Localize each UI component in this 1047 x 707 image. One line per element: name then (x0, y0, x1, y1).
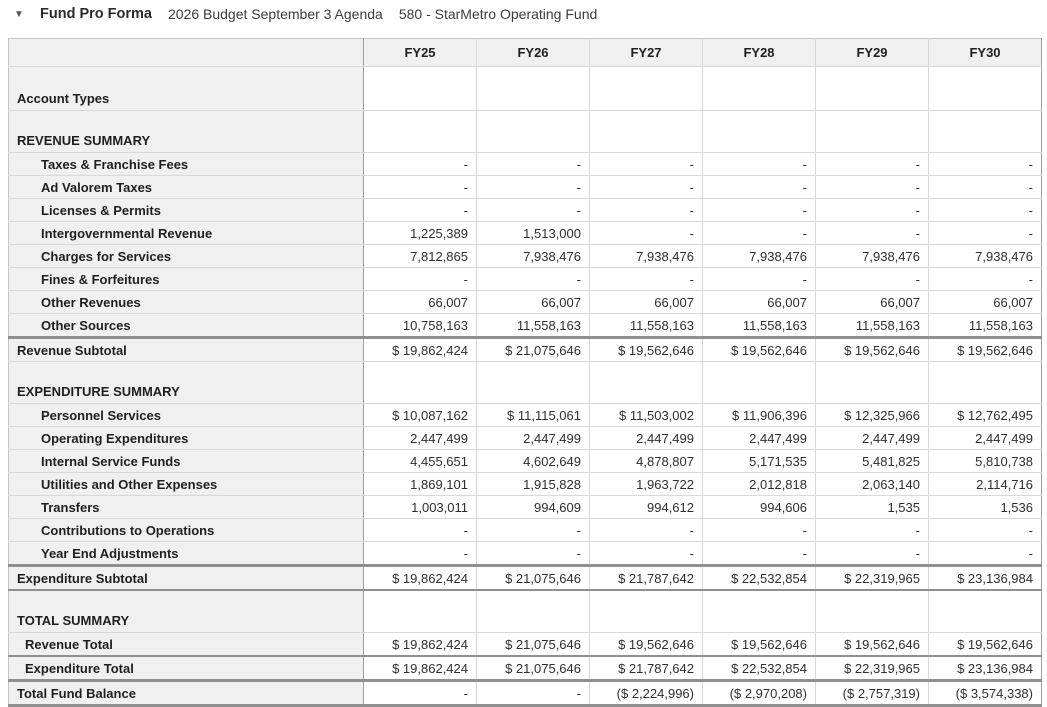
cell-fy28 (703, 362, 816, 404)
cell-fy26: - (477, 199, 590, 222)
cell-fy30: - (929, 222, 1042, 245)
cell-fy30: $ 23,136,984 (929, 656, 1042, 681)
cell-fy29: - (816, 519, 929, 542)
table-row (9, 633, 1042, 657)
cell-fy28: $ 19,562,646 (703, 338, 816, 362)
table-row (9, 111, 1042, 153)
cell-fy25: 1,225,389 (364, 222, 477, 245)
cell-fy28: 7,938,476 (703, 245, 816, 268)
cell-fy30: 5,810,738 (929, 450, 1042, 473)
cell-fy26: - (477, 542, 590, 566)
cell-fy29: $ 19,562,646 (816, 633, 929, 657)
cell-fy30: $ 23,136,984 (929, 566, 1042, 591)
cell-fy28: 2,447,499 (703, 427, 816, 450)
table-row (9, 404, 1042, 427)
cell-fy26: 994,609 (477, 496, 590, 519)
cell-fy28: 2,012,818 (703, 473, 816, 496)
cell-fy28: - (703, 268, 816, 291)
cell-fy26: 66,007 (477, 291, 590, 314)
cell-fy29: - (816, 222, 929, 245)
cell-fy27: - (590, 199, 703, 222)
cell-fy26: - (477, 176, 590, 199)
row-label: Total Fund Balance (9, 681, 364, 706)
table-row (9, 199, 1042, 222)
cell-fy25: 2,447,499 (364, 427, 477, 450)
cell-fy27: - (590, 222, 703, 245)
cell-fy27: - (590, 268, 703, 291)
table-row (9, 291, 1042, 314)
row-label: Taxes & Franchise Fees (9, 153, 364, 176)
cell-fy27: 2,447,499 (590, 427, 703, 450)
cell-fy25: 7,812,865 (364, 245, 477, 268)
cell-fy30: $ 19,562,646 (929, 633, 1042, 657)
cell-fy30: - (929, 519, 1042, 542)
column-header-fy29: FY29 (816, 39, 929, 67)
cell-fy25: 10,758,163 (364, 314, 477, 338)
cell-fy29: - (816, 199, 929, 222)
cell-fy29: 2,063,140 (816, 473, 929, 496)
cell-fy28 (703, 67, 816, 111)
cell-fy27: - (590, 153, 703, 176)
table-row (9, 473, 1042, 496)
cell-fy28: - (703, 519, 816, 542)
pro-forma-header (8, 6, 603, 22)
table-row (9, 338, 1042, 362)
table-row (9, 566, 1042, 591)
cell-fy26 (477, 111, 590, 153)
cell-fy27: $ 19,562,646 (590, 633, 703, 657)
cell-fy26: 4,602,649 (477, 450, 590, 473)
cell-fy27 (590, 362, 703, 404)
cell-fy29: $ 19,562,646 (816, 338, 929, 362)
row-label: Internal Service Funds (9, 450, 364, 473)
cell-fy30: 66,007 (929, 291, 1042, 314)
cell-fy26: 2,447,499 (477, 427, 590, 450)
cell-fy27: - (590, 519, 703, 542)
cell-fy29 (816, 362, 929, 404)
cell-fy25: - (364, 268, 477, 291)
cell-fy27 (590, 590, 703, 633)
cell-fy28: - (703, 153, 816, 176)
corner-cell (9, 39, 364, 67)
cell-fy29: 66,007 (816, 291, 929, 314)
row-label: Intergovernmental Revenue (9, 222, 364, 245)
cell-fy27: - (590, 176, 703, 199)
cell-fy29: $ 22,319,965 (816, 566, 929, 591)
cell-fy27: 11,558,163 (590, 314, 703, 338)
cell-fy26: $ 21,075,646 (477, 656, 590, 681)
column-header-fy25: FY25 (364, 39, 477, 67)
row-label: REVENUE SUMMARY (9, 111, 364, 153)
cell-fy29 (816, 67, 929, 111)
row-label: EXPENDITURE SUMMARY (9, 362, 364, 404)
cell-fy30: $ 19,562,646 (929, 338, 1042, 362)
cell-fy25: - (364, 176, 477, 199)
row-label: TOTAL SUMMARY (9, 590, 364, 633)
cell-fy27: 1,963,722 (590, 473, 703, 496)
cell-fy26: 1,513,000 (477, 222, 590, 245)
table-row (9, 519, 1042, 542)
cell-fy29 (816, 111, 929, 153)
table-row (9, 362, 1042, 404)
row-label: Charges for Services (9, 245, 364, 268)
table-row (9, 222, 1042, 245)
cell-fy28: 5,171,535 (703, 450, 816, 473)
row-label: Ad Valorem Taxes (9, 176, 364, 199)
fund-name-label: 580 - StarMetro Operating Fund (398, 6, 598, 22)
cell-fy30 (929, 67, 1042, 111)
cell-fy27: $ 19,562,646 (590, 338, 703, 362)
table-row (9, 67, 1042, 111)
row-label: Licenses & Permits (9, 199, 364, 222)
cell-fy29: $ 22,319,965 (816, 656, 929, 681)
column-header-fy30: FY30 (929, 39, 1042, 67)
cell-fy27: $ 11,503,002 (590, 404, 703, 427)
cell-fy30: 1,536 (929, 496, 1042, 519)
row-label: Operating Expenditures (9, 427, 364, 450)
cell-fy25: - (364, 542, 477, 566)
cell-fy26: 11,558,163 (477, 314, 590, 338)
row-label: Other Sources (9, 314, 364, 338)
table-row (9, 268, 1042, 291)
cell-fy25: 1,003,011 (364, 496, 477, 519)
cell-fy27: 994,612 (590, 496, 703, 519)
cell-fy26: 1,915,828 (477, 473, 590, 496)
cell-fy30 (929, 590, 1042, 633)
collapse-caret-icon[interactable]: ▼ (14, 8, 24, 20)
table-row (9, 496, 1042, 519)
column-header-fy27: FY27 (590, 39, 703, 67)
cell-fy25 (364, 362, 477, 404)
cell-fy28 (703, 590, 816, 633)
cell-fy27: - (590, 542, 703, 566)
cell-fy25: $ 19,862,424 (364, 633, 477, 657)
table-row (9, 656, 1042, 681)
cell-fy25: 66,007 (364, 291, 477, 314)
cell-fy30: 7,938,476 (929, 245, 1042, 268)
cell-fy29: 2,447,499 (816, 427, 929, 450)
page-title: Fund Pro Forma (40, 6, 152, 22)
cell-fy27: $ 21,787,642 (590, 656, 703, 681)
cell-fy26: $ 21,075,646 (477, 633, 590, 657)
cell-fy27: 7,938,476 (590, 245, 703, 268)
row-label: Utilities and Other Expenses (9, 473, 364, 496)
table-row (9, 314, 1042, 338)
column-header-fy26: FY26 (477, 39, 590, 67)
cell-fy27: ($ 2,224,996) (590, 681, 703, 706)
cell-fy26: - (477, 268, 590, 291)
cell-fy25 (364, 590, 477, 633)
cell-fy25: 1,869,101 (364, 473, 477, 496)
cell-fy29: - (816, 153, 929, 176)
cell-fy25 (364, 67, 477, 111)
cell-fy29: $ 12,325,966 (816, 404, 929, 427)
cell-fy29: - (816, 268, 929, 291)
cell-fy25: $ 19,862,424 (364, 566, 477, 591)
budget-name-label: 2026 Budget September 3 Agenda (167, 6, 383, 22)
cell-fy30 (929, 111, 1042, 153)
cell-fy28: $ 19,562,646 (703, 633, 816, 657)
cell-fy30: ($ 3,574,338) (929, 681, 1042, 706)
cell-fy25: - (364, 153, 477, 176)
row-label: Fines & Forfeitures (9, 268, 364, 291)
table-row (9, 427, 1042, 450)
cell-fy28: ($ 2,970,208) (703, 681, 816, 706)
table-row (9, 450, 1042, 473)
cell-fy28: $ 22,532,854 (703, 656, 816, 681)
cell-fy28: $ 11,906,396 (703, 404, 816, 427)
cell-fy30: - (929, 176, 1042, 199)
cell-fy29: 11,558,163 (816, 314, 929, 338)
column-header-fy28: FY28 (703, 39, 816, 67)
row-label: Expenditure Subtotal (9, 566, 364, 591)
cell-fy30: $ 12,762,495 (929, 404, 1042, 427)
pro-forma-table (8, 38, 1042, 707)
cell-fy30: 2,447,499 (929, 427, 1042, 450)
cell-fy27 (590, 111, 703, 153)
cell-fy27: $ 21,787,642 (590, 566, 703, 591)
cell-fy26: $ 11,115,061 (477, 404, 590, 427)
table-row (9, 542, 1042, 566)
cell-fy30: - (929, 268, 1042, 291)
table-row (9, 153, 1042, 176)
cell-fy28: 994,606 (703, 496, 816, 519)
cell-fy26: $ 21,075,646 (477, 338, 590, 362)
cell-fy30: 11,558,163 (929, 314, 1042, 338)
cell-fy26: $ 21,075,646 (477, 566, 590, 591)
row-label: Revenue Total (9, 633, 364, 657)
cell-fy25: $ 19,862,424 (364, 656, 477, 681)
cell-fy25: - (364, 681, 477, 706)
cell-fy30 (929, 362, 1042, 404)
header-row (9, 39, 1042, 67)
row-label: Personnel Services (9, 404, 364, 427)
cell-fy28: $ 22,532,854 (703, 566, 816, 591)
cell-fy26: - (477, 681, 590, 706)
cell-fy27: 66,007 (590, 291, 703, 314)
table-row (9, 681, 1042, 706)
cell-fy27 (590, 67, 703, 111)
cell-fy28 (703, 111, 816, 153)
row-label: Transfers (9, 496, 364, 519)
table-body (9, 67, 1042, 706)
cell-fy25: 4,455,651 (364, 450, 477, 473)
row-label: Contributions to Operations (9, 519, 364, 542)
cell-fy26: 7,938,476 (477, 245, 590, 268)
cell-fy30: - (929, 542, 1042, 566)
table-header (9, 39, 1042, 67)
cell-fy29 (816, 590, 929, 633)
table-row (9, 590, 1042, 633)
cell-fy30: - (929, 199, 1042, 222)
cell-fy30: - (929, 153, 1042, 176)
cell-fy29: ($ 2,757,319) (816, 681, 929, 706)
cell-fy28: 66,007 (703, 291, 816, 314)
cell-fy26 (477, 590, 590, 633)
row-label: Expenditure Total (9, 656, 364, 681)
cell-fy28: - (703, 222, 816, 245)
row-label: Year End Adjustments (9, 542, 364, 566)
row-label: Other Revenues (9, 291, 364, 314)
row-label: Account Types (9, 67, 364, 111)
row-label: Revenue Subtotal (9, 338, 364, 362)
cell-fy25 (364, 111, 477, 153)
cell-fy26 (477, 67, 590, 111)
table-row (9, 245, 1042, 268)
table-row (9, 176, 1042, 199)
cell-fy25: $ 19,862,424 (364, 338, 477, 362)
cell-fy26: - (477, 519, 590, 542)
cell-fy29: - (816, 542, 929, 566)
cell-fy27: 4,878,807 (590, 450, 703, 473)
cell-fy28: - (703, 542, 816, 566)
cell-fy28: - (703, 176, 816, 199)
cell-fy28: - (703, 199, 816, 222)
cell-fy28: 11,558,163 (703, 314, 816, 338)
cell-fy25: $ 10,087,162 (364, 404, 477, 427)
cell-fy25: - (364, 199, 477, 222)
cell-fy29: 1,535 (816, 496, 929, 519)
cell-fy25: - (364, 519, 477, 542)
cell-fy29: - (816, 176, 929, 199)
cell-fy29: 7,938,476 (816, 245, 929, 268)
cell-fy29: 5,481,825 (816, 450, 929, 473)
cell-fy26: - (477, 153, 590, 176)
cell-fy26 (477, 362, 590, 404)
cell-fy30: 2,114,716 (929, 473, 1042, 496)
